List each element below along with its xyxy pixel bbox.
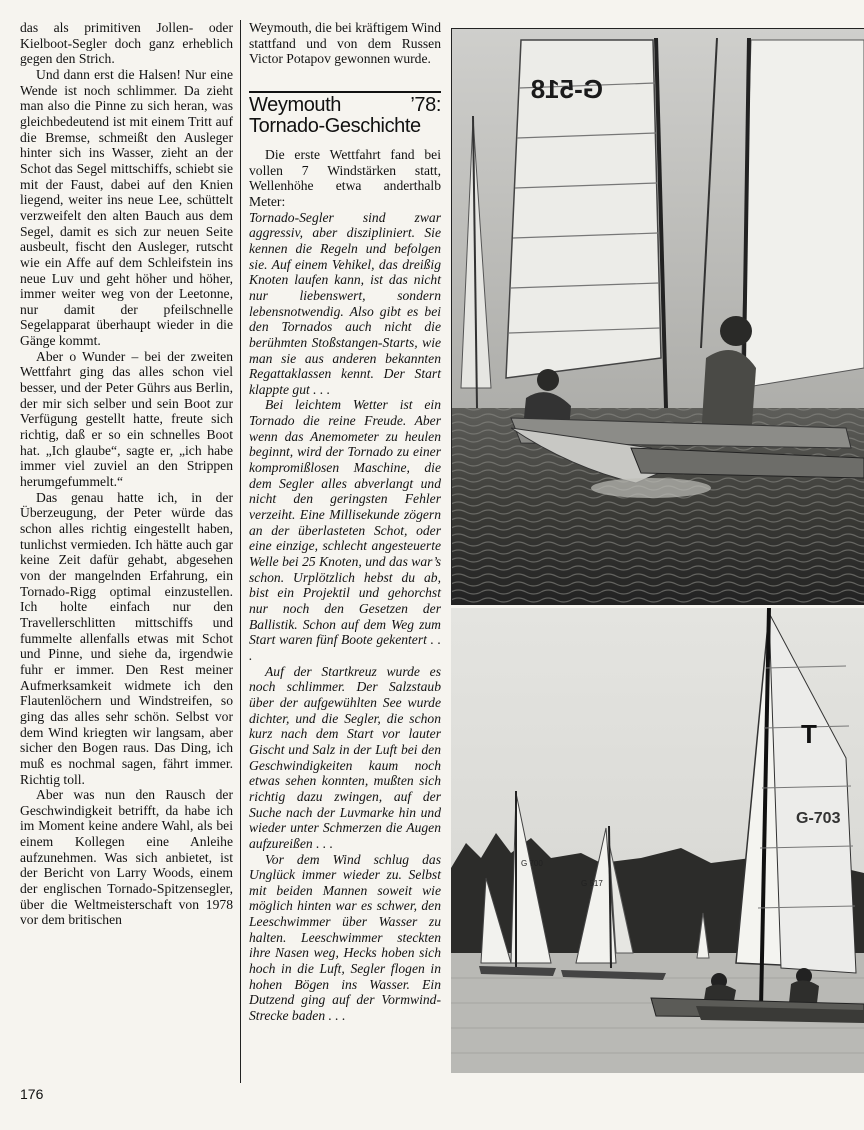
quote-paragraph: Vor dem Wind schlug das Unglück immer wieder zu. Selbst mit beiden Mannen soweit wie möglich hinten war es schwer, den Leeschwimmer über Wasser zu halten. Leeschwimmer steckten ihre Nasen weg, Hecks hoben sich hoch in die Luft, Segler flogen in hohen Bögen ins Wasser. Ein Dutzend ging auf der Vormwind-Strecke baden . . . — [249, 851, 441, 1024]
sail-number-mirrored: G-518 — [530, 74, 603, 104]
paragraph: Das genau hatte ich, in der Überzeugung, der Peter würde das schon alles richtig eingestellt haben, tunlichst vermieden. Ich hätte auch gar keine Zeit dafür gehabt, abgesehen von der mangelnden Erfahrung, ein Tornado-Rigg optimal einzustellen. Ich holte einfach nur den Travellerschlitten mittschiffs und fummelte allenfalls etwas mit Schot und Pinne, und siehe da, irgendwie fuhr er immer. Den Rest meiner Aufmerksamkeit widmete ich den Flautenlöchern und Windstreifen, so ging das alles sehr schön. Selbst vor dem Wind kriegten wir langsam, aber sicher den Bogen raus. Das Ding, ich muß es nochmal sagen, fährt immer. Richtig toll. — [20, 489, 233, 787]
section-headline: Weymouth ’78: Tornado-Geschichte — [249, 91, 441, 137]
paragraph: Aber o Wunder – bei der zweiten Wettfahrt ging das alles schon viel besser, und der Peter Gührs aus Berlin, der mir sich selber und sein Boot zur Verfügung gestellt hatte, freute sich richtig, daß er so ein schnelles Boot hat. „Ich glaube“, sagte er, „ich habe immer viel zuviel an den Strippen herumgefummelt.“ — [20, 348, 233, 490]
column-divider — [240, 20, 241, 1083]
sail-number-small-1: G 700 — [521, 859, 543, 868]
class-mark: T — [801, 719, 817, 749]
paragraph: Weymouth, die bei kräftigem Wind stattfand und von dem Russen Victor Potapov gewonnen wurde. — [249, 20, 441, 67]
photo-regatta-lake — [451, 608, 864, 1073]
photo-catamaran-closeup — [451, 28, 864, 605]
sail-number-small-2: G 517 — [581, 879, 603, 888]
paragraph: Und dann erst die Halsen! Nur eine Wende ist noch schlimmer. Da zieht man also die Pinne zu sich heran, was gleichbedeutend ist mit einem Tritt auf die Bremse, schmeißt den Ausleger hinter sich ins Wasser, zieht an der Schot das Segel mittschiffs, schiebt sie mit der Faust, dabei auf den Knien liegend, weiter ins neue Lee, schüttelt verzweifelt den alten Bauch aus dem Segel, damit es sich zur neuen Seite ausbeult, fischt den Ausleger, rutscht wie ein Affe auf dem Schleifstein ins neue Luv und geht höher und höher, immer weiter weg von der Leetonne, nur damit der pfeilschnelle Segelapparat überhaupt wieder in die Gänge kommt. — [20, 66, 233, 349]
paragraph: Aber was nun den Rausch der Geschwindigkeit betrifft, da habe ich im Moment keine andere Wahl, als bei einem Kollegen eine Anleihe aufzunehmen. Was sich anbietet, ist der Bericht von Larry Woods, einem der englischen Tornado-Spitzensegler, über die Weltmeisterschaft von 1978 vor dem britischen — [20, 787, 233, 928]
photo-frame — [451, 28, 864, 605]
article-column-left — [20, 20, 233, 928]
sail-number-main: G-703 — [796, 810, 841, 827]
article-column-middle — [249, 20, 441, 1024]
quoted-report — [249, 210, 441, 1024]
quote-paragraph: Auf der Startkreuz wurde es noch schlimmer. Der Salzstaub über der aufgewühlten See wurde dichter, und die Segler, die schon kurz nach dem Start vor lauter Gischt und Salz in der Luft bei den Geschwindigkeiten kaum noch etwas sehen konnten, mußten sich richtig dazu zwingen, auf der Suche nach der Luvmarke hin und wieder unter Schmerzen die Augen aufzureißen . . . — [249, 663, 441, 851]
photo-regatta-lake-image — [451, 608, 864, 1073]
quote-paragraph: Bei leichtem Wetter ist ein Tornado die reine Freude. Aber wenn das Anemometer zu heulen beginnt, wird der Tornado zu einer kompromißlosen Maschine, die dem Segler alles abverlangt und nicht den geringsten Fehler verzeiht. Eine Millisekunde zögern an der überlasteten Schot, oder eine einzige, schlecht angesteuerte Welle bei 25 Knoten, und das war’s schon. Urplötzlich hebst du ab, bist ein Projektil und gehorchst nur noch den Gesetzen der Ballistik. Schon auf dem Weg zum Start waren fünf Boote gekentert . . . — [249, 397, 441, 663]
lead-paragraph: Die erste Wettfahrt fand bei vollen 7 Windstärken statt, Wellenhöhe etwa anderthalb Meter: — [249, 146, 441, 209]
page-number: 176 — [20, 1086, 44, 1102]
quote-paragraph: Tornado-Segler sind zwar aggressiv, aber diszipliniert. Sie kennen die Regeln und befolgen sie. Auf einem Vehikel, das dreißig Knoten laufen kann, ist das nicht nur liebenswert, sondern lebensnotwendig. Also gibt es bei den Tornados auch nicht die berühmten Stoßstangen-Starts, wie man sie aus anderen bekannten Regattaklassen kennt. Der Start klappte gut . . . — [249, 209, 441, 397]
paragraph: das als primitiven Jollen- oder Kielboot-Segler doch ganz erheblich gegen den Strich. — [20, 20, 233, 67]
